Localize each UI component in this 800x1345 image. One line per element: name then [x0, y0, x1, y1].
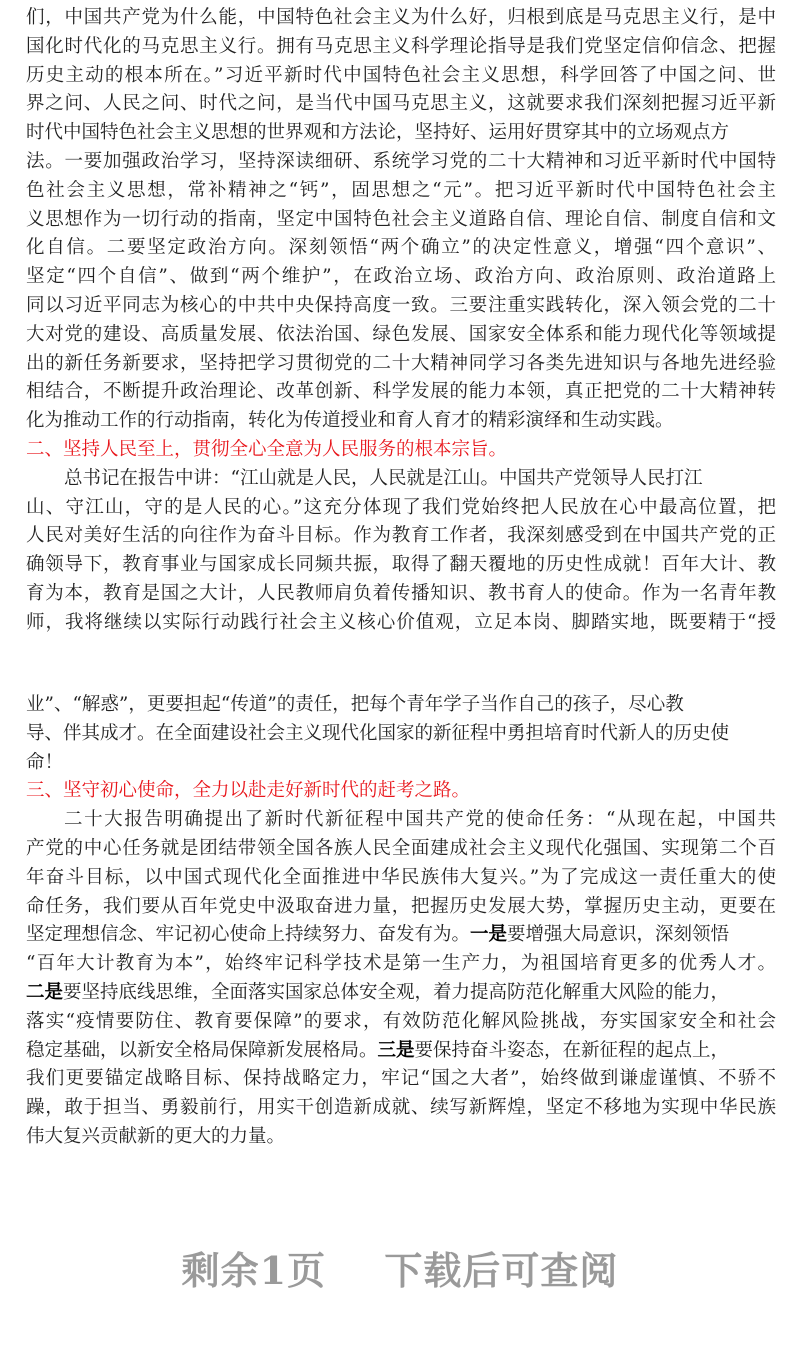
text-line: 产党的中心任务就是团结带领全国各族人民全面建成社会主义现代化强国、实现第二个百	[26, 837, 776, 859]
text-line: 落实“疫情要防住、教育要保障”的要求，有效防范化解风险挑战，夯实国家安全和社会	[26, 1010, 776, 1032]
text-line: 命任务，我们要从百年党史中汲取奋进力量，把握历史发展大势，掌握历史主动，更要在	[26, 895, 776, 917]
text-line: 导、伴其成才。在全面建设社会主义现代化国家的新征程中勇担培育时代新人的历史使	[26, 722, 730, 744]
text-line: 时代中国特色社会主义思想的世界观和方法论，坚持好、运用好贯穿其中的立场观点方	[26, 122, 730, 144]
remaining-pages-label: 剩余1页	[181, 1248, 327, 1293]
text-line: 大对党的建设、高质量发展、依法治国、绿色发展、国家安全体系和能力现代化等领域提	[26, 323, 776, 345]
text-line: 相结合，不断提升政治理论、改革创新、科学发展的能力本领，真正把党的二十大精神转	[26, 381, 776, 403]
text-line: 二十大报告明确提出了新时代新征程中国共产党的使命任务：“从现在起，中国共	[64, 809, 776, 831]
text-line	[26, 979, 776, 1008]
text-line: 国化时代化的马克思主义行。拥有马克思主义科学理论指导是我们党坚定信仰信念、把握	[26, 35, 776, 57]
text-line	[26, 1037, 776, 1066]
text-line: 年奋斗目标，以中国式现代化全面推进中华民族伟大复兴。”为了完成这一责任重大的使	[26, 866, 776, 888]
text-line: 化为推动工作的行动指南，转化为传道授业和育人育才的精彩演绎和生动实践。	[26, 410, 674, 432]
text-line: 们，中国共产党为什么能，中国特色社会主义为什么好，归根到底是马克思主义行，是中	[26, 7, 776, 28]
text-line: 法。一要加强政治学习，坚持深读细研、系统学习党的二十大精神和习近平新时代中国特	[26, 150, 776, 172]
text-line: 我们更要锚定战略目标、保持战略定力，牢记“国之大者”，始终做到谦虚谨慎、不骄不	[26, 1068, 776, 1090]
text-line: 出的新任务新要求，坚持把学习贯彻党的二十大精神同学习各类先进知识与各地先进经验	[26, 352, 776, 374]
download-hint-label: 下载后可查阅	[384, 1248, 619, 1293]
text-line: 确领导下，教育事业与国家成长同频共振，取得了翻天覆地的历史性成就！百年大计、教	[26, 554, 776, 576]
bold-emphasis: 二是	[26, 981, 64, 1003]
text-span: 稳定基础，以新安全格局保障新发展格局。	[26, 1039, 378, 1061]
document-page-section-1	[26, 4, 776, 638]
text-line: 坚定“四个自信”、做到“两个维护”，在政治立场、政治方向、政治原则、政治道路上	[26, 266, 776, 288]
text-line: 伟大复兴贡献新的更大的力量。	[26, 1125, 286, 1147]
section-heading: 三、坚守初心使命，全力以赴走好新时代的赶考之路。	[26, 780, 471, 802]
text-span: 要坚持底线思维，全面落实国家总体安全观，着力提高防范化解重大风险的能力，	[63, 981, 730, 1003]
text-line: 历史主动的根本所在。”习近平新时代中国特色社会主义思想，科学回答了中国之问、世	[26, 64, 776, 86]
text-line: “百年大计教育为本”，始终牢记科学技术是第一生产力，为祖国培育更多的优秀人才。	[26, 953, 776, 975]
text-line: 育为本，教育是国之大计，人民教师肩负着传播知识、教书育人的使命。作为一名青年教	[26, 582, 776, 604]
bold-emphasis: 一是	[470, 924, 508, 946]
text-span: 要保持奋斗姿态，在新征程的起点上，	[414, 1039, 730, 1061]
text-span: 要增强大局意识，深刻领悟	[507, 924, 730, 946]
document-page-section-2	[26, 691, 776, 1152]
text-line: 化自信。二要坚定政治方向。深刻领悟“两个确立”的决定性意义，增强“四个意识”、	[26, 237, 776, 259]
text-line: 义思想作为一切行动的指南，坚定中国特色社会主义道路自信、理论自信、制度自信和文	[26, 208, 776, 230]
text-line: 界之问、人民之问、时代之问，是当代中国马克思主义，这就要求我们深刻把握习近平新	[26, 93, 776, 115]
text-span: 坚定理想信念、牢记初心使命上持续努力、奋发有为。	[26, 924, 471, 946]
text-line: 山、守江山，守的是人民的心。”这充分体现了我们党始终把人民放在心中最高位置，把	[26, 496, 776, 518]
text-line: 色社会主义思想，常补精神之“钙”，固思想之“元”。把习近平新时代中国特色社会主	[26, 179, 776, 201]
text-line: 人民对美好生活的向往作为奋斗目标。作为教育工作者，我深刻感受到在中国共产党的正	[26, 525, 776, 547]
text-line: 命！	[26, 751, 64, 773]
text-line	[26, 921, 776, 950]
section-heading: 二、坚持人民至上，贯彻全心全意为人民服务的根本宗旨。	[26, 438, 508, 460]
text-line: 师，我将继续以实际行动践行社会主义核心价值观，立足本岗、脚踏实地，既要精于“授	[26, 611, 776, 633]
text-line: 总书记在报告中讲：“江山就是人民，人民就是江山。中国共产党领导人民打江	[64, 467, 703, 489]
bold-emphasis: 三是	[377, 1039, 415, 1061]
text-line: 同以习近平同志为核心的中共中央保持高度一致。三要注重实践转化，深入领会党的二十	[26, 294, 776, 316]
download-prompt[interactable]	[0, 1240, 800, 1295]
text-line: 业”、“解惑”，更要担起“传道”的责任，把每个青年学子当作自己的孩子，尽心教	[26, 694, 684, 715]
text-line: 躁，敢于担当、勇毅前行，用实干创造新成就、续写新辉煌，坚定不移地为实现中华民族	[26, 1097, 776, 1119]
